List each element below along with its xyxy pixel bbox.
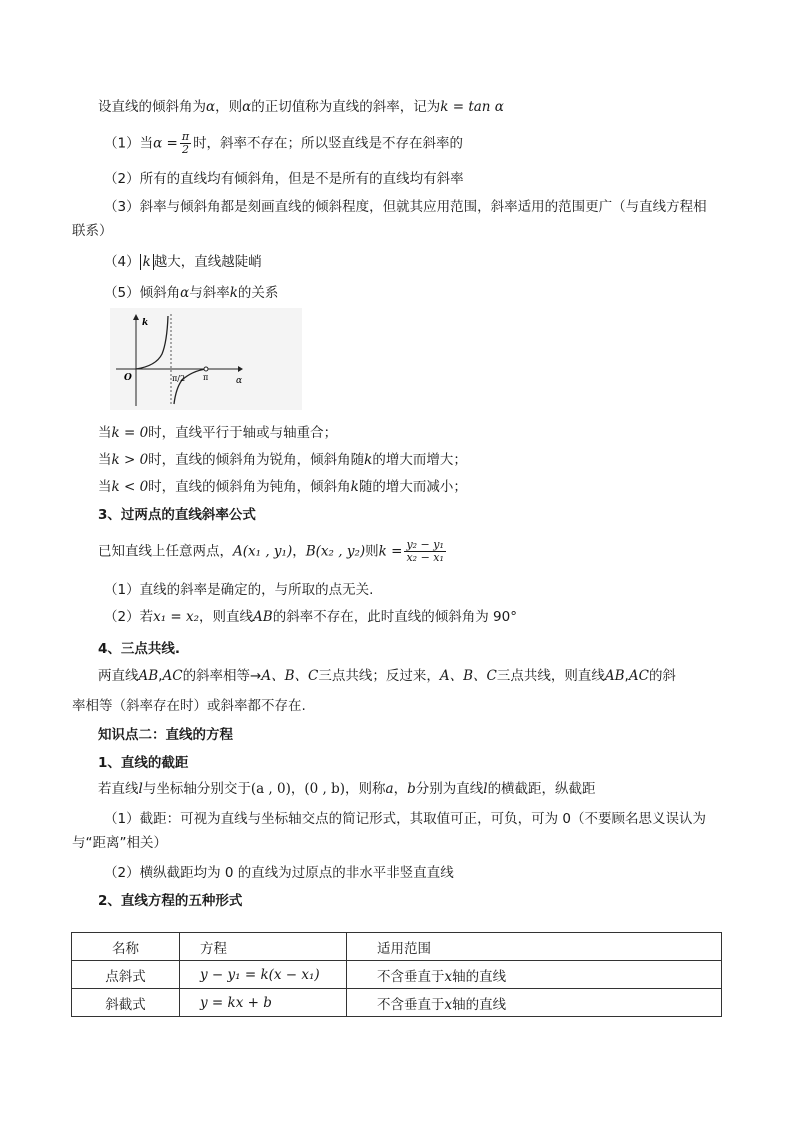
item-3-continued: 联系） xyxy=(72,223,113,239)
table-row xyxy=(72,989,722,1017)
pi-label: π xyxy=(203,373,209,382)
collinear-paragraph: 两直线AB,AC的斜率相等→A、B、C三点共线；反过来，A、B、C三点共线，则直线AB,AC的斜 xyxy=(98,668,676,684)
row-range: 不含垂直于x轴的直线 xyxy=(347,989,722,1017)
item-3: （3）斜率与倾斜角都是刻画直线的倾斜程度，但就其应用范围，斜率适用的范围更广（与直线方程相 xyxy=(104,199,707,215)
origin-label: O xyxy=(124,373,132,383)
case-k-negative: 当k < 0时，直线的倾斜角为钝角，倾斜角k随的增大而减小； xyxy=(98,479,467,495)
heading-intercept: 1、直线的截距 xyxy=(98,755,189,771)
row-equation: y − y₁ = k(x − x₁) xyxy=(180,961,347,989)
pi-point xyxy=(204,367,208,371)
table-header-row xyxy=(72,933,722,961)
line-equation-forms-table xyxy=(71,932,722,1017)
x-axis-label: α xyxy=(236,376,243,386)
heading-collinear: 4、三点共线. xyxy=(98,641,181,657)
header-name: 名称 xyxy=(72,933,180,961)
intercept-note-1: （1）截距：可视为直线与坐标轴交点的简记形式，其取值可正，可负，可为 0（不要顾名思义误认为 xyxy=(104,811,706,827)
case-k-positive: 当k > 0时，直线的倾斜角为锐角，倾斜角随k的增大而增大； xyxy=(98,452,467,468)
tangent-graph xyxy=(110,308,302,410)
paragraph-inclination-definition: 设直线的倾斜角为α，则α的正切值称为直线的斜率，记为k = tan α xyxy=(98,99,504,115)
y-axis-label: k xyxy=(142,318,149,328)
y-axis-arrow xyxy=(133,314,139,320)
half-pi-label: π/2 xyxy=(172,374,186,383)
header-range: 适用范围 xyxy=(347,933,722,961)
note-2: （2）若x₁ = x₂，则直线AB的斜率不存在，此时直线的倾斜角为 90° xyxy=(104,609,517,625)
row-name: 点斜式 xyxy=(72,961,180,989)
item-2: （2）所有的直线均有倾斜角，但是不是所有的直线均有斜率 xyxy=(104,171,464,187)
item-1: （1）当α = $\frac{\pi}{2}$ 时，斜率不存在；所以竖直线是不存在斜率的 xyxy=(104,130,464,156)
heading-five-forms: 2、直线方程的五种形式 xyxy=(98,893,243,909)
row-name: 斜截式 xyxy=(72,989,180,1017)
slope-fraction: $\frac{\text{y₂ − y₁}}{\text{x₂ − x₁}}$ xyxy=(406,538,444,564)
intercept-definition: 若直线l与坐标轴分别交于(a , 0)，(0 , b)，则称a，b分别为直线l的横截距，纵截距 xyxy=(98,781,596,797)
item-4: （4） k 越大，直线越陡峭 xyxy=(104,254,262,270)
row-range: 不含垂直于x轴的直线 xyxy=(347,961,722,989)
table-row xyxy=(72,961,722,989)
fraction-pi-over-2: $\frac{\pi}{2}$ xyxy=(181,130,190,156)
collinear-paragraph-continued: 率相等（斜率存在时）或斜率都不存在. xyxy=(72,698,306,714)
intercept-note-2: （2）横纵截距均为 0 的直线为过原点的非水平非竖直直线 xyxy=(104,865,454,881)
note-1: （1）直线的斜率是确定的，与所取的点无关. xyxy=(104,582,374,598)
intercept-note-1-continued: 与“距离”相关） xyxy=(72,835,167,851)
knowledge-point-2: 知识点二：直线的方程 xyxy=(98,727,233,743)
header-equation: 方程 xyxy=(180,933,347,961)
slope-formula: k = tan α xyxy=(440,99,504,115)
heading-two-point-slope: 3、过两点的直线斜率公式 xyxy=(98,507,256,523)
case-k-zero: 当k = 0时，直线平行于轴或与轴重合； xyxy=(98,425,338,441)
two-point-formula: 已知直线上任意两点，A(x₁ , y₁)，B(x₂ , y₂)则k = $\frac{\text{y₂ − y₁}}{\text{x₂ − x₁}}$ xyxy=(98,538,444,564)
item-5: （5）倾斜角α与斜率k的关系 xyxy=(104,285,279,301)
row-equation: y = kx + b xyxy=(180,989,347,1017)
x-axis-arrow xyxy=(238,366,243,372)
curve-left xyxy=(136,316,168,369)
